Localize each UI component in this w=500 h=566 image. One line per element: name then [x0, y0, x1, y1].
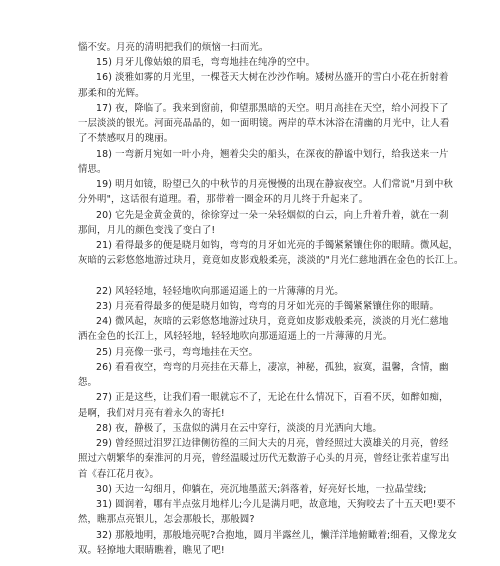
- text-line: 是啊，我们对月亮有着永久的寄托!: [78, 407, 225, 419]
- text-line: 惱不安。月亮的清明把我们的烦恼一扫而光。: [78, 42, 269, 53]
- text-line: 22) 风轻轻地，轻轻地吹向那遥迢遥上的一片薄薄的月光。: [96, 285, 344, 297]
- text-line: 21) 看得最多的便是晓月如钩，弯弯的月牙如光亮的手镯紧紧镶住你的眼睛。微风起，: [96, 240, 459, 252]
- text-line: 一层淡淡的银光。河面亮晶晶的，如一面明镜。两岸的草木沐浴在清幽的月光中，让人看: [78, 118, 450, 130]
- text-line: 灰暗的云彩悠悠地游过玦月，竟竟如皮影戏般柔亮，淡淡的"月光仁慈地洒在金色的长江上。: [78, 255, 464, 267]
- text-line: 分外明"，这话很有道理。看，那带着一圈金环的月儿终于升起来了。: [78, 194, 369, 206]
- text-line: 照过六朝繁华的秦淮河的月亮，曾经温暖过历代无数游子心头的月亮，曾经让张若虚写出: [78, 453, 450, 465]
- text-line: 怨。: [78, 377, 98, 389]
- text-line: 27) 正是这些，让我们看一眼就忘不了，无论在什么情况下，百看不厌，如醉如痴，: [96, 392, 449, 404]
- text-line: 31) 圆润着，哪有半点弦月地样儿;今儿是满月吧，故意地，天狗咬去了十五天吧!要不: [96, 499, 456, 511]
- text-line: 了不禁感叹月的瑰丽。: [78, 133, 174, 145]
- text-line: 30) 天边一勾细月，仰躺在，亮沉地墨蓝天;斜落着，好亮好长地，一拉晶莹线;: [96, 483, 427, 495]
- text-line: 28) 夜，静极了，玉盘似的满月在云中穿行，淡淡的月光洒向大地。: [96, 422, 382, 434]
- text-line: 26) 看看夜空，弯弯的月亮挂在天幕上，凄凉，神秘，孤独，寂寞，温馨，含情，幽: [96, 361, 449, 373]
- text-line: 23) 月亮看得最多的便是晓月如钩，弯弯的月牙如光亮的手镯紧紧镶住你的眼睛。: [96, 301, 440, 312]
- text-line: 17) 夜，降临了。我来到窗前，仰望那黑暗的天空。明月高挂在天空，给小河投下了: [96, 102, 449, 114]
- text-line: 19) 明月如镜，盼望已久的中秋节的月亮慢慢的出现在静寂夜空。人们常说"月到中秋: [96, 179, 454, 191]
- text-line: 18) 一弯新月宛如一叶小舟，翘着尖尖的船头，在深夜的静谧中划行，给我送来一片: [96, 148, 449, 160]
- text-line: 首《春江花月夜》。: [78, 468, 160, 480]
- text-line: 32) 那般地明，那般地亮呢?合抱地，圆月半露丝儿，懒洋洋地俯瞰着;细看，又像龙女: [96, 529, 457, 541]
- text-line: 情思。: [78, 163, 107, 175]
- text-line: 20) 它先是金黄金黄的，徐徐穿过一朵一朵轻烟似的白云，向上升着升着，就在一刹: [96, 209, 449, 221]
- text-line: 然，瞧那点亮银儿，怎会那般长，那般圆?: [78, 514, 255, 526]
- text-line: 16) 淡雅如雾的月光里，一棵苍天大树在沙沙作响。矮树丛盛开的雪白小花在折射着: [96, 72, 449, 84]
- text-line: 24) 微风起，灰暗的云彩悠悠地游过玦月，竟竟如皮影戏般柔亮，淡淡的月光仁慈地: [96, 316, 449, 328]
- text-line: 29) 曾经照过泪罗江边律侧彷徨的三间大夫的月亮，曾经照过大漠雄关的月亮，曾经: [96, 438, 449, 450]
- text-line: 25) 月亮像一张弓，弯弯地挂在天空。: [96, 346, 259, 358]
- text-line: 15) 月牙儿像姑娘的眉毛，弯弯地挂在纯净的空中。: [96, 57, 316, 69]
- text-line: 那间，月儿的颜色变浅了变白了!: [78, 224, 216, 236]
- text-line: 双。轻撩地大眼睛瞧着，瞧见了吧!: [78, 544, 225, 556]
- text-line: 那柔和的光辉。: [78, 87, 145, 99]
- text-line: 洒在金色的长江上，风轻轻地，轻轻地吹向那遥迢遥上的一片薄薄的月光。: [78, 331, 393, 343]
